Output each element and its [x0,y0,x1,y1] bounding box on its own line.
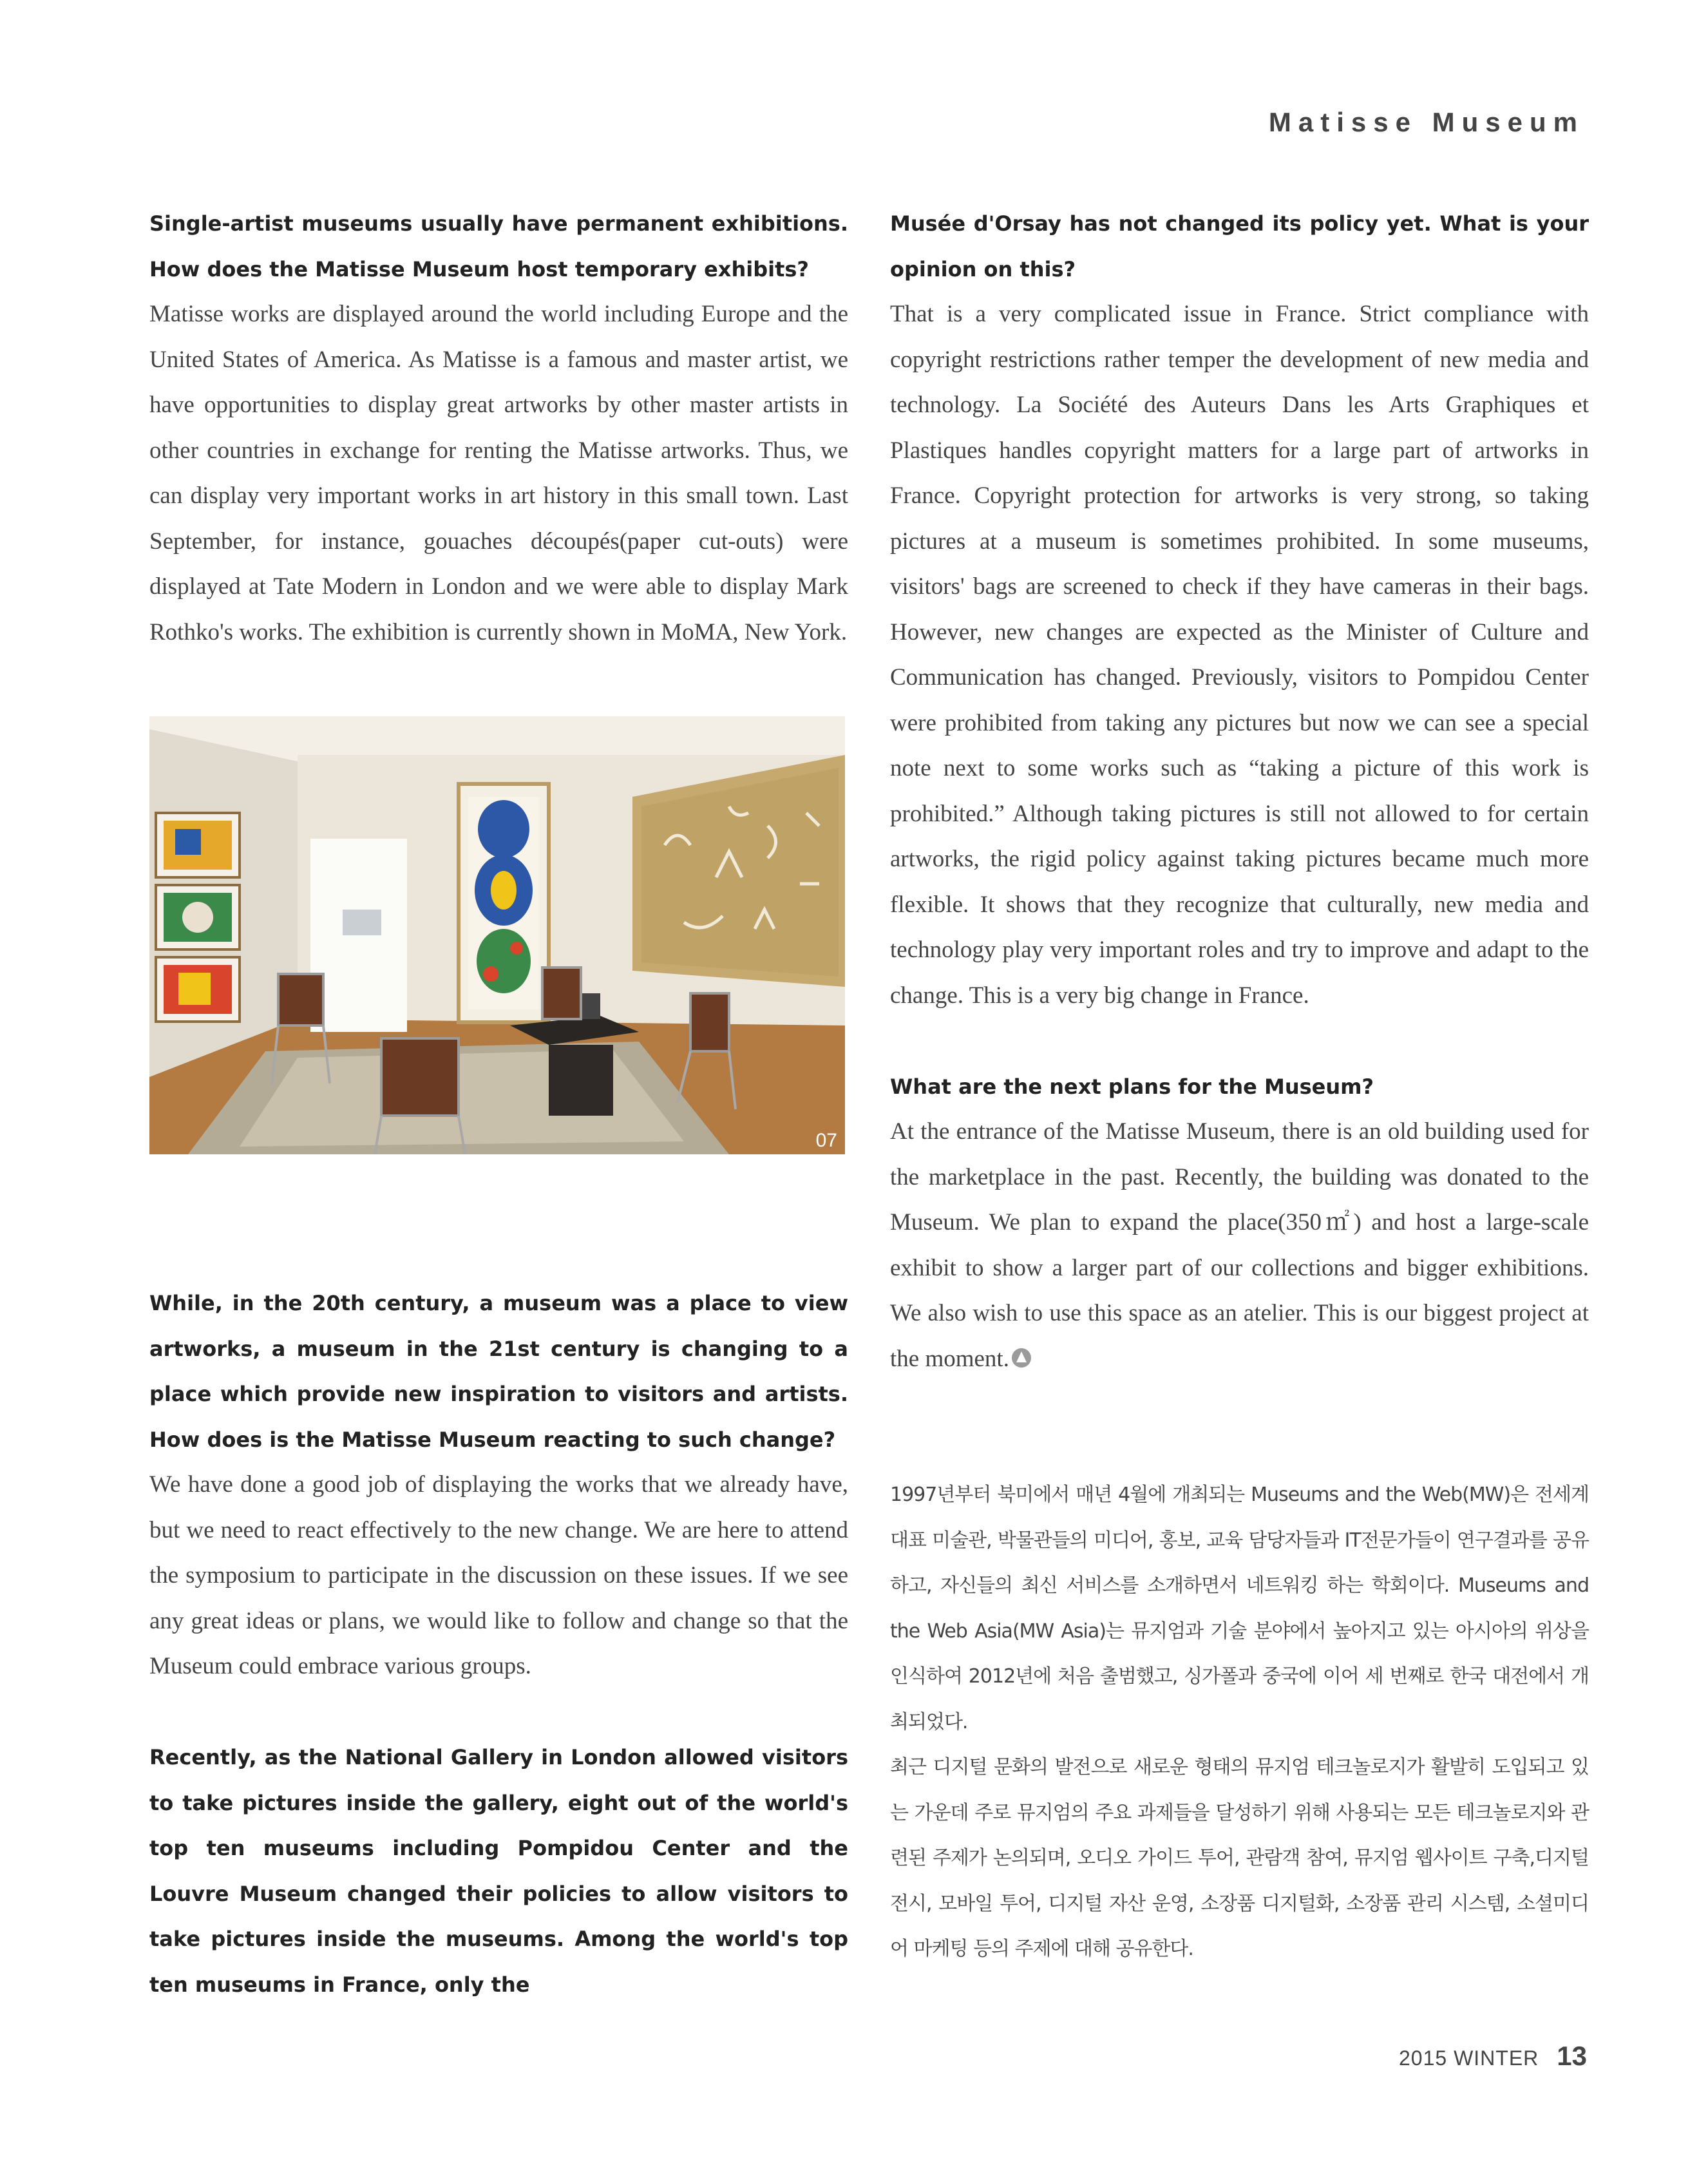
page-number: 13 [1557,2041,1587,2071]
page-footer [1399,2041,1587,2072]
question-21st-century: While, in the 20th century, a museum was a place to view artworks, a museum in the 21st century is changing to a place which provide new inspiration to visitors and artists. How does is the Matisse Museum reacting to such change? [149,1291,848,1452]
left-column-bottom [149,1281,848,2007]
spacer [890,1018,1589,1064]
question-next-plans: What are the next plans for the Museum? [890,1074,1374,1099]
issue-label: 2015 WINTER [1399,2046,1539,2070]
answer-21st-century: We have done a good job of displaying the works that we already have, but we need to react effectively to the new change. We are here to attend the symposium to participate in the discussion on these issues. If we see any great ideas or plans, we would like to follow and change so that the Museum could embrace various groups. [149,1471,848,1679]
photo-number: 07 [815,1130,837,1151]
left-column-top [149,201,848,655]
gallery-photo [149,716,845,1154]
question-photography-policy-cont: Musée d'Orsay has not changed its policy yet. What is your opinion on this? [890,211,1589,281]
question-temporary-exhibits: Single-artist museums usually have permanent exhibitions. How does the Matisse Museum host temporary exhibits? [149,211,848,281]
korean-note-2: 최근 디지털 문화의 발전으로 새로운 형태의 뮤지엄 테크놀로지가 활발히 도입되고 있는 가운데 주로 뮤지엄의 주요 과제들을 달성하기 위해 사용되는 모든 테크놀로지와 관련된 주제가 논의되며, 오디오 가이드 투어, 관람객 참여, 뮤지엄 웹사이트 구축,디지털 전시, 모바일 투어, 디지털 자산 운영, 소장품 디지털화, 소장품 관리 시스템, 소셜미디어 마케팅 등의 주제에 대해 공유한다. [890,1756,1589,1960]
answer-next-plans [890,1109,1589,1382]
running-header: Matisse Museum [1268,107,1584,137]
answer-temporary-exhibits: Matisse works are displayed around the world including Europe and the United States of America. As Matisse is a famous and master artist, we have opportunities to display great artworks by other master artists in other countries in exchange for renting the Matisse artworks. Thus, we can display very important works in art history in this small town. Last September, for instance, gouaches découpés(paper cut-outs) were displayed at Tate Modern in London and we were able to display Mark Rothko's works. The exhibition is currently shown in MoMA, New York. [149,301,848,645]
answer-next-plans-text: At the entrance of the Matisse Museum, there is an old building used for the marketplace in the past. Recently, the building was donated to the Museum. We plan to expand the place(350㎡) and host a large-scale exhibit to show a larger part of our collections and bigger exhibitions. We also wish to use this space as an atelier. This is our biggest project at the moment. [890,1118,1589,1372]
spacer [149,1690,848,1735]
right-column [890,201,1589,1972]
korean-note-1: 1997년부터 북미에서 매년 4월에 개최되는 Museums and the Web(MW)은 전세계 대표 미술관, 박물관들의 미디어, 홍보, 교육 담당자들과 IT전문가들이 연구결과를 공유하고, 자신들의 최신 서비스를 소개하면서 네트워킹 하는 학회이다. Museums and the Web Asia(MW Asia)는 뮤지엄과 기술 분야에서 높아지고 있는 아시아의 위상을 인식하여 2012년에 처음 출범했고, 싱가폴과 중국에 이어 세 번째로 한국 대전에서 개최되었다. [890,1483,1589,1733]
end-mark-icon [1012,1348,1031,1368]
spacer [890,1427,1589,1473]
question-photography-policy: Recently, as the National Gallery in London allowed visitors to take pictures inside the gallery, eight out of the world's top ten museums including Pompidou Center and the Louvre Museum changed their policies to allow visitors to take pictures inside the museums. Among the world's top ten museums in France, only the [149,1745,848,1997]
answer-photography-policy: That is a very complicated issue in France. Strict compliance with copyright restrictions rather temper the development of new media and technology. La Société des Auteurs Dans les Arts Graphiques et Plastiques handles copyright matters for a large part of artworks in France. Copyright protection for artworks is very strong, so taking pictures at a museum is sometimes prohibited. In some museums, visitors' bags are screened to check if they have cameras in their bags. However, new changes are expected as the Minister of Culture and Communication has changed. Previously, visitors to Pompidou Center were prohibited from taking any pictures but now we can see a special note next to some works such as “taking a picture of this work is prohibited.” Although taking pictures is still not allowed to for certain artworks, the rigid policy against taking pictures became much more flexible. It shows that they recognize that culturally, new media and technology play very important roles and try to improve and adapt to the change. This is a very big change in France. [890,301,1589,1009]
gallery-interior-image [149,716,845,1154]
spacer [890,1382,1589,1427]
